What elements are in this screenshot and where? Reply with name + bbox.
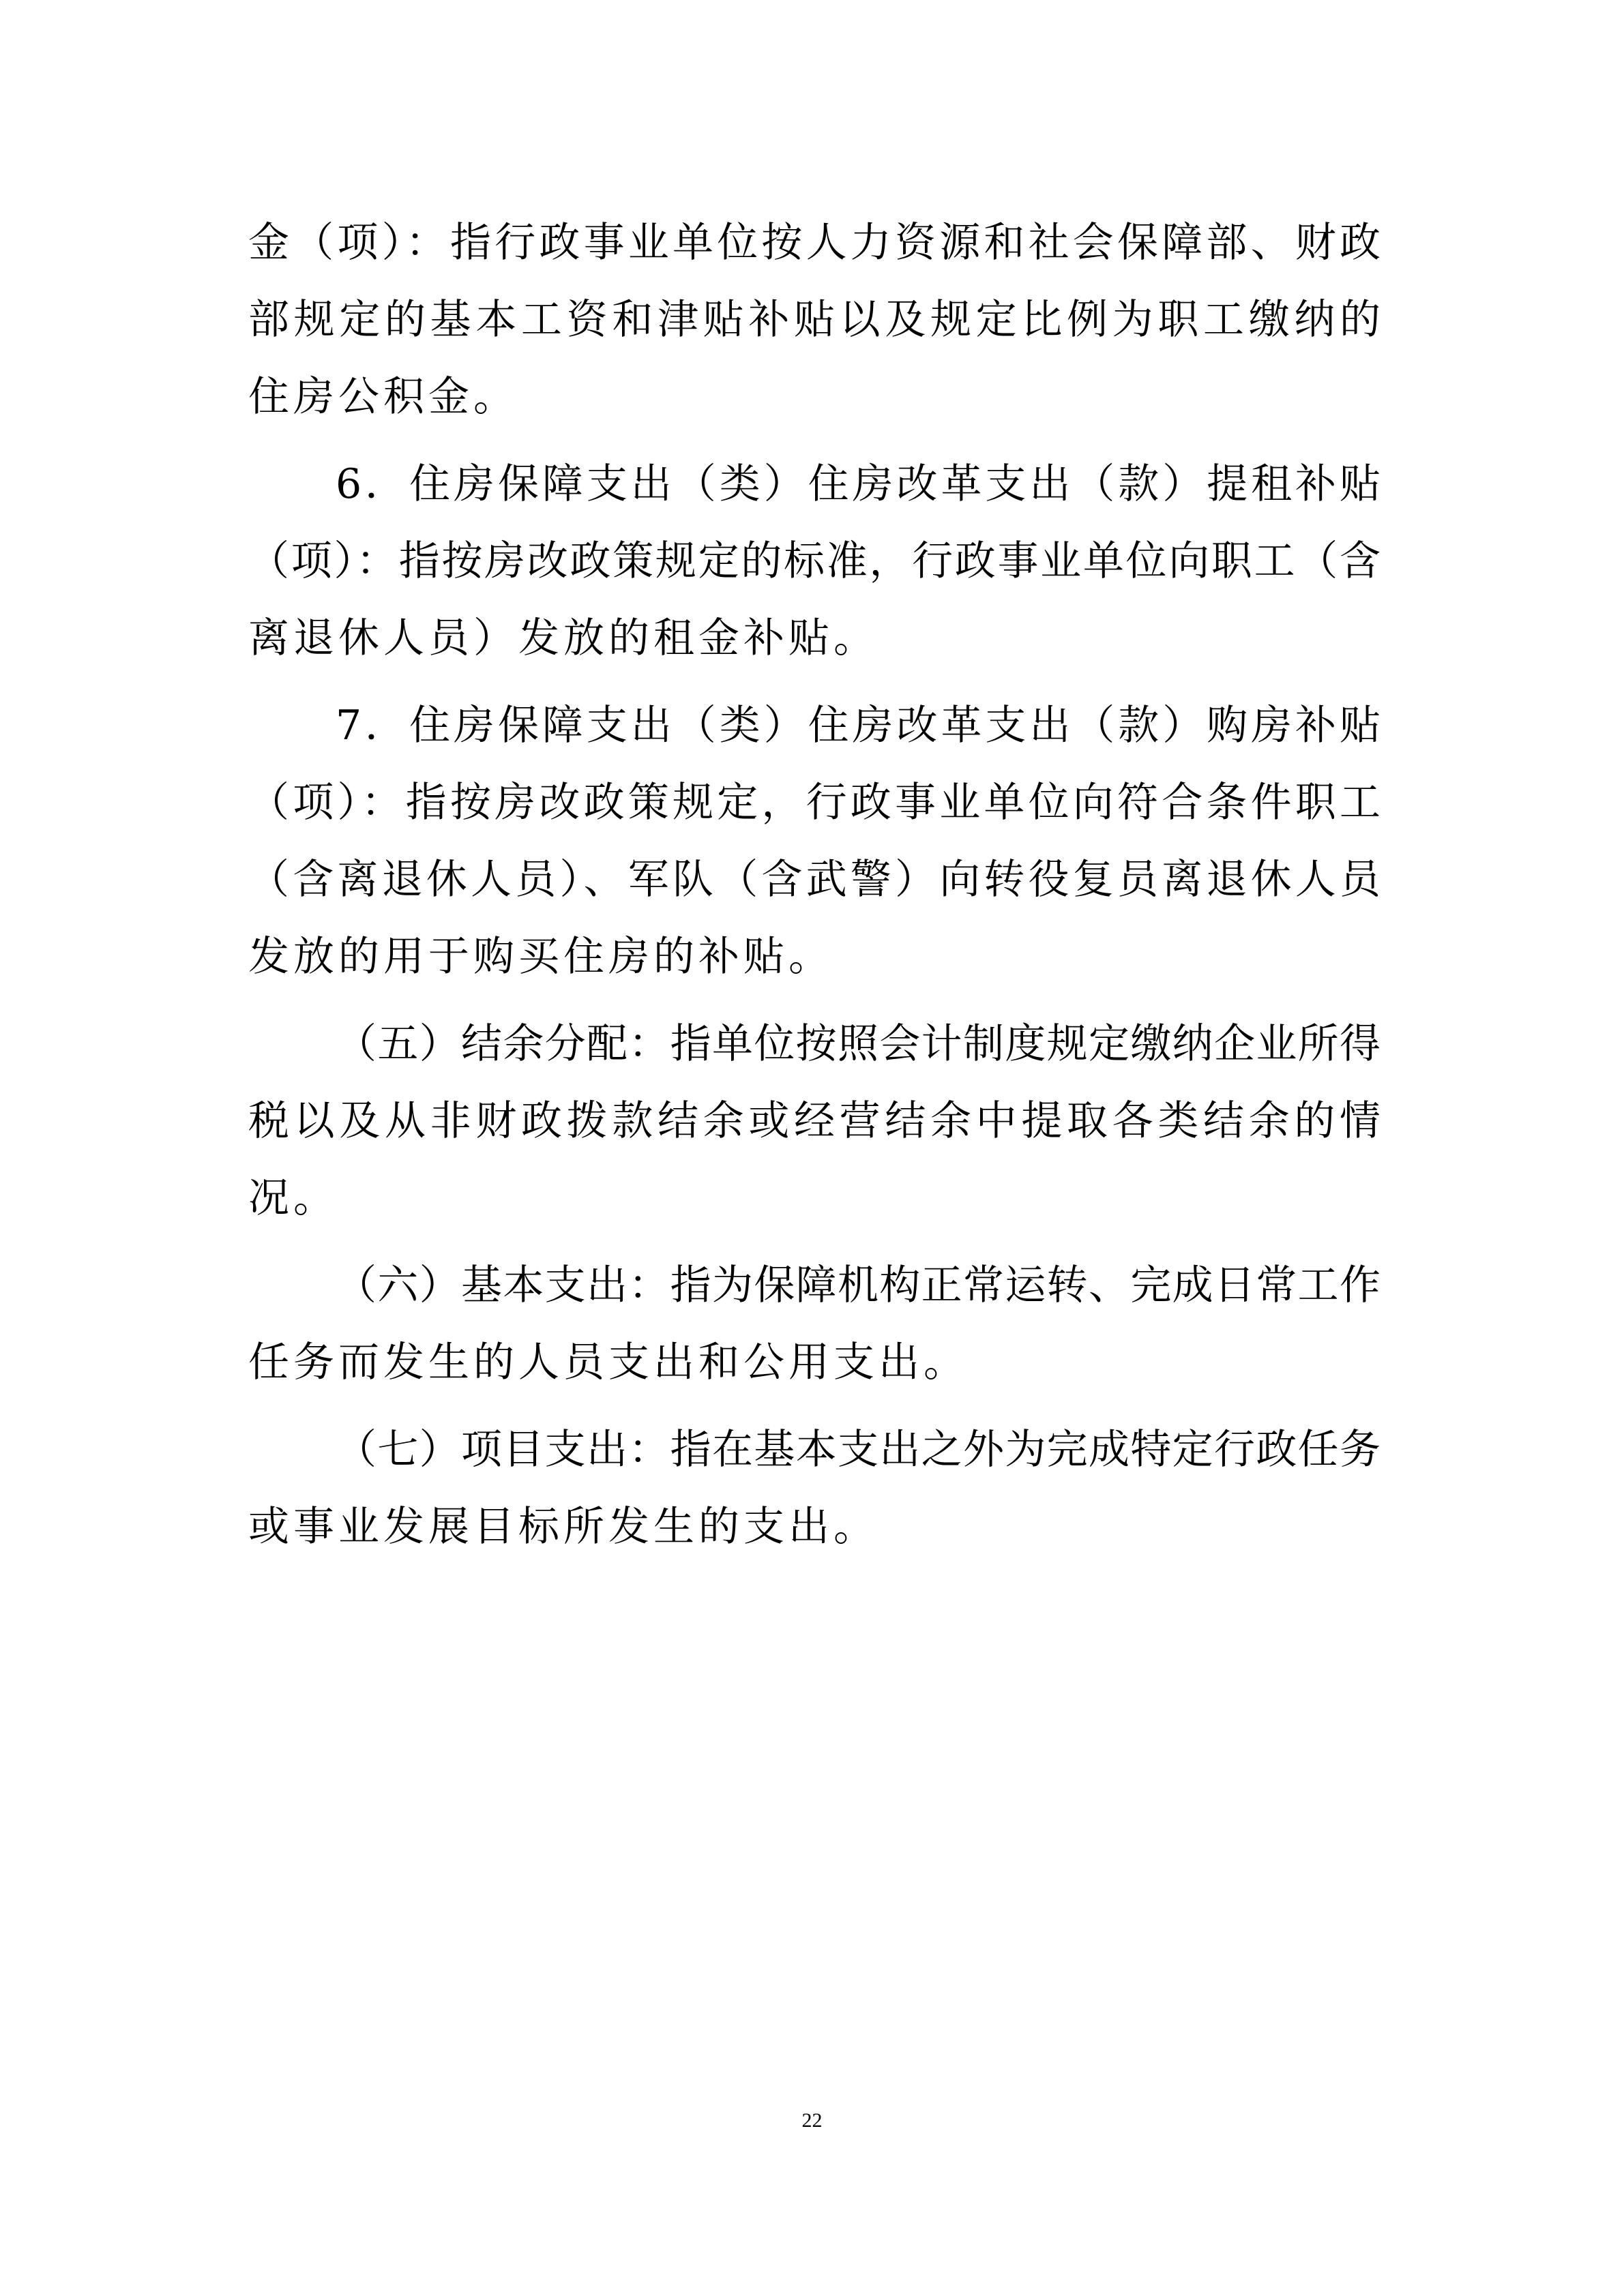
text-line: （项）：指按房改政策规定，行政事业单位向符合条件职工	[248, 779, 1381, 826]
text-line: 发放的用于购买住房的补贴。	[248, 933, 833, 981]
text-line: 或事业发展目标所发生的支出。	[248, 1503, 879, 1551]
text-line: （项）：指按房改政策规定的标准，行政事业单位向职工（含	[248, 537, 1381, 585]
text-line: （七）项目支出：指在基本支出之外为完成特定行政任务	[336, 1426, 1381, 1474]
body-text	[248, 205, 1381, 1566]
text-line: 税以及从非财政拨款结余或经营结余中提取各类结余的情	[248, 1097, 1381, 1145]
text-line: （含离退休人员）、军队（含武警）向转役复员离退休人员	[248, 856, 1381, 904]
text-line: （六）基本支出：指为保障机构正常运转、完成日常工作	[336, 1262, 1381, 1309]
text-line: 6．住房保障支出（类）住房改革支出（款）提租补贴	[336, 460, 1381, 508]
text-line: 任务而发生的人员支出和公用支出。	[248, 1339, 969, 1386]
text-line: 金（项）：指行政事业单位按人力资源和社会保障部、财政	[248, 219, 1381, 267]
text-line: （五）结余分配：指单位按照会计制度规定缴纳企业所得	[336, 1020, 1381, 1068]
text-line: 住房公积金。	[248, 373, 518, 421]
page-number: 22	[801, 2109, 823, 2132]
text-line: 7．住房保障支出（类）住房改革支出（款）购房补贴	[336, 702, 1381, 749]
text-line: 部规定的基本工资和津贴补贴以及规定比例为职工缴纳的	[248, 296, 1381, 344]
text-line: 离退休人员）发放的租金补贴。	[248, 614, 879, 662]
text-line: 况。	[248, 1174, 338, 1222]
